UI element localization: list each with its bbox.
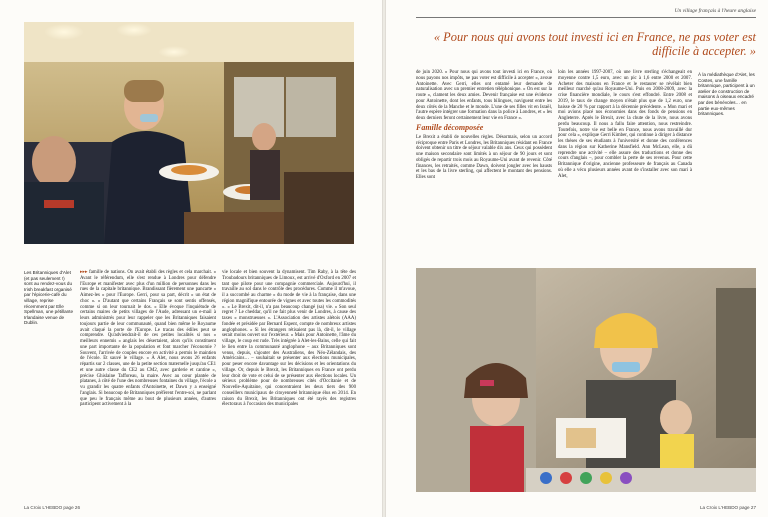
left-folio: La Croix L'HEBDO page 26 [24, 505, 81, 510]
right-page [386, 0, 768, 517]
left-column-2 [222, 270, 356, 408]
photo-caption: Les Britanniques d'Alet (et pas seulement !) sont au rendez-vous du Irish breakfast organisé par l'épicerie-café du village, reprise récemment par Elle Spellman, une pétillante Irlandaise venue de Dublin. [24, 270, 74, 326]
restaurant-photo [24, 22, 354, 244]
left-col2-text: vie locale et bien souvent la dynamisent. Tim Raby, à la tête des Troubadours britanniques de Limoux, est arrivé d'Oxford en 2007 et tant que pilote pour une compagnie commerciale. Aujourd'hui, il travaille au sol dans le contrôle des procédures. Comme il m'avoue, il a succombé au charme « du mode de vie à la française, dans une région magnifique entourée de vignes et avec toutes les commodités ». « Le Brexit, dit-il, n'a pas beaucoup changé (sa) vie. » Son seul regret ? Le cheddar, qu'il ne fait plus venir de Londres, à cause des taxes « monstrueuses ». L'Association des artistes alétois (AAA) fondée et présidée par Bernard Espent, compte de nombreux artistes anglophones. « Si les étrangers rétisaient pas là, dit-il, le village serait moins ouvert sur l'extérieur. » Mais pour Antoinette, l'âme du village, le coup est rude. Très intégrée à Alet-les-Bains, celle qui fait le lien entre la communauté anglophone – aux Britanniques sont venus, depuis, s'ajouter des Australiens, des Néo-Zélandais, des Américains… – souhaitait se présenter aux élections municipales, pour peser encore davantage sur les décisions et les orientations du village. Or, depuis le Brexit, les Britanniques en France ont perdu leur droit de vote et celui de se présenter aux élections locales. Un sérieux problème pour de nombreuses cités d'Occitanie et de Nouvelle-Aquitaine, qui concentraient les deux tiers des 900 conseillers municipaux de citoyenneté britannique élus en 2014. En raison du Brexit, les Britanniques ont été rayés des registres électoraux à l'occasion des municipales [222, 270, 356, 408]
right-col2-text: loin les années 1997-2007, où une livre sterling s'échangeait en moyenne contre 1,5 euro, avec un pic à 1,6 entre 2000 et 2007. Acheter des maisons en France et le restaurer se révélait bien meilleur marché qu'au Royaume-Uni. Puis en 2008-2009, avec la crise financière mondiale, le cours s'est effondré. Entre 2008 et 2019, le taux de change moyen n'était plus que de 1,2 euro, une baisse de 20 % par rapport à la décennie précédente. « Mon mari et moi avions placé nos économies dans des fonds de pensions en Angleterre. Après le Brexit, avec la chute de la livre, nous avons perdu beaucoup. Il nous a fallu faire attention, nous restreindre. Toutefois, notre vie est belle en France, nous avons travaillé dur pour cela », explique Gerri Kimber, qui continue à diriger à distance les thèses de ses étudiants à l'université et donne des conférences dans la région sur Katherine Mansfield. Ann McLean, elle, a dû reprendre une activité – elle assure des traductions et donne des cours d'anglais –, pour combler la perte de ses revenus. Pour cette Britannique d'origine, ancienne professeure de français au Canada où elle a vécu plusieurs années avant de s'installer avec son mari à Alet, [558, 70, 692, 179]
right-folio: La Croix L'HEBDO page 27 [699, 505, 756, 510]
right-col1-text-a: de juin 2020. « Pour nous qui avons tout investi ici en France, où nous payons nos impôts, ne pas voter est difficile à accepter », avoue Antoinette. Avec Gerri, elles ont entamé leur demande de naturalisation avec un premier entretien téléphonique. « On est sur la route », clament les deux amies. Devenir française est une évidence pour Antoinette, dont les enfants, tous bilingues, naviguent entre les deux côtés de la Manche et le monde. L'une de ses filles vit en Israël, l'autre espère intégrer une formation dans la police à Londres, et « les deux derniers feront certainement leur vie en France ». [416, 70, 552, 121]
right-column-1 [416, 70, 552, 181]
left-col1-text: famille de nations. On avait établi des règles et cela marchait. » Avant le référendum, elle s'est rendue à Londres pour défendre l'Europe et manifester avec plus d'un million de personnes dans les rues de la capitale britannique. Brandissant fièrement une pancarte « Aimez-les » pour l'Europe. Gerri, pour sa part, décrit « un état de choc ». « D'autant que certains Français se sont sentis offensés, comme si on leur tournait le dos. » Elle évoque l'inquiétude de certains maires de petits villages de l'Aude, adressant un e-mail à leurs administrés pour leur rappeler que les Britanniques faisaient toujours partie de leur communauté, quand bien même le Royaume avait claqué la porte de l'Europe. Le tracas des édiles peut se comprendre. Qu'adviendrait-il de ces petites localités si nos « meilleurs ennemis » anglais les désertaient, alors qu'ils constituent une part importante de la population et font marcher l'économie ? Souvent, l'arrivée de couples encore en activité a permis le maintien de l'école. Et sauvé le village. « À Alet, nous avons 26 enfants répartis sur 2 classes, une de la petite section maternelle jusqu'au CE1 et une autre classe du CE2 au CM2, avec garderie et cantine », précise Ghislaine Tafforeau, la maire. Avec au cœur plantée de platanes, à côté de l'une des nombreuses fontaines du village, l'école a vu grandir les quatre enfants d'Antoinette, et Dawn y a enseigné l'anglais. Si beaucoup de Britanniques préfèrent l'entre-soi, ne parlant que peu le français même au bout de plusieurs années, d'autres participent activement à la [80, 270, 217, 408]
left-page [0, 0, 382, 517]
right-col1-text-b: Le Brexit a établi de nouvelles règles. Désormais, selon un accord réciproque entre Paris et Londres, les Britanniques résidant en France doivent obtenir un titre de séjour valable dix ans. Ceux qui possèdent une maison secondaire sont limités à un séjour de 90 jours et sont obligés de repartir trois mois au Royaume-Uni avant de revenir. Côté finances, les retraités, comme Dawn, doivent jongler avec les hausts et les bas de la livre sterling, qui affectent le montant des pensions. Elles sont [416, 134, 552, 180]
running-head: Un village français à l'heure anglaise [674, 8, 756, 14]
pull-quote: « Pour nous qui avons tout investi ici en France, ne pas voter est difficile à accepter. » [433, 30, 756, 58]
children-painting-photo [416, 268, 756, 492]
restaurant-photo-icon [24, 22, 354, 244]
triangle-icon: ▸▸▸ [80, 270, 88, 275]
right-column-2 [558, 70, 692, 179]
subhead: Famille décomposée [416, 122, 484, 132]
header-rule [416, 17, 756, 18]
side-caption: À la médiathèque d'Alet, les Costes, une famille britannique, participent à un atelier de construction de maisons à oiseaux encadré par des bénévoles… en partie eux-mêmes britanniques. [698, 72, 755, 117]
left-column-1 [80, 270, 216, 408]
children-painting-photo-icon [416, 268, 756, 492]
